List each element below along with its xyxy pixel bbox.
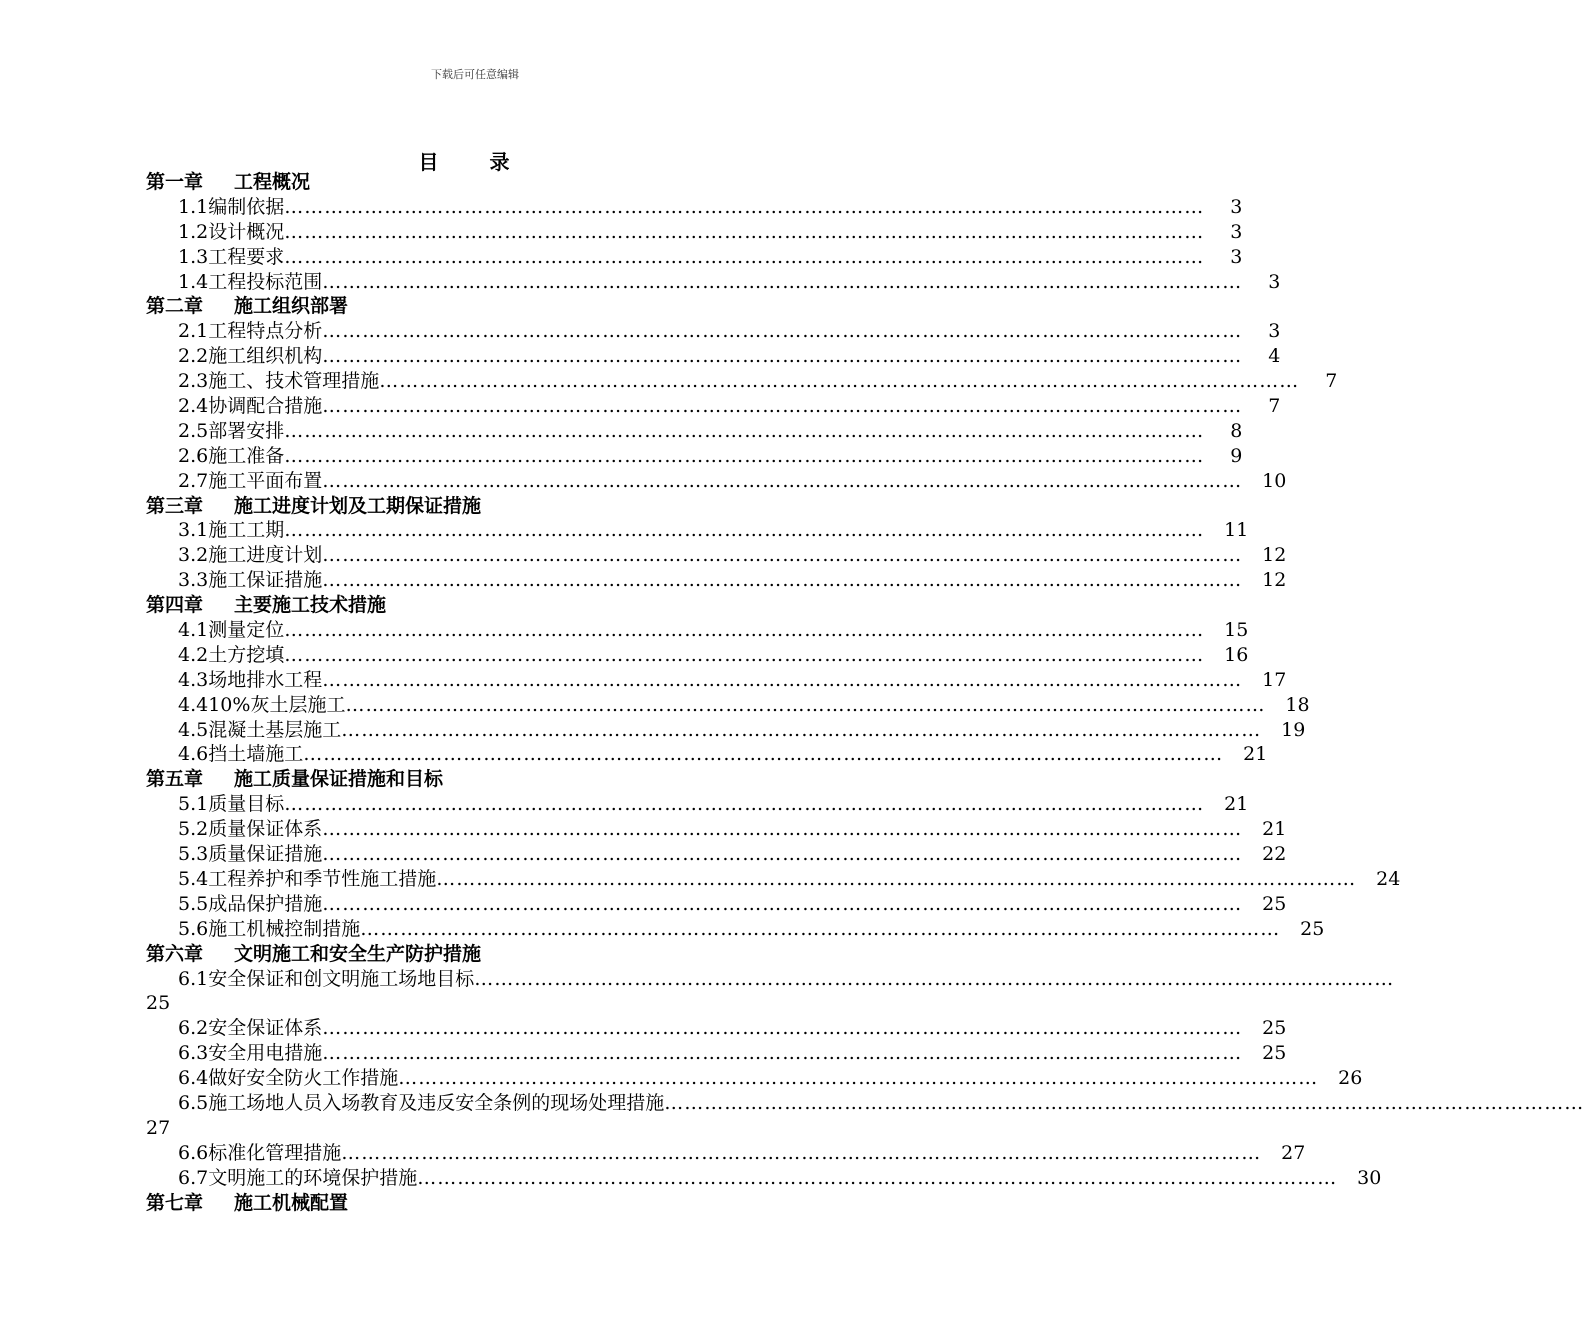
section-title: 10%灰土层施工 (208, 693, 346, 716)
toc-section[interactable] (146, 742, 1268, 767)
section-title: 施工进度计划 (208, 544, 323, 567)
section-title: 编制依据 (208, 195, 285, 218)
section-number: 5.2 (178, 818, 209, 841)
dot-leader: ………………………………………………………………………………………………………………………… (322, 668, 1243, 691)
page-header: 下载后可任意编辑 (431, 68, 519, 81)
toc-section[interactable] (146, 220, 1243, 245)
section-title: 安全保证体系 (208, 1017, 323, 1040)
dot-leader: ………………………………………………………………………………………………………………………… (322, 469, 1243, 492)
dot-leader: ………………………………………………………………………………………………………………………… (322, 1017, 1243, 1040)
dot-leader: ………………………………………………………………………………………………………………………… (322, 818, 1243, 841)
section-number: 2.4 (178, 395, 209, 418)
section-title: 设计概况 (208, 220, 285, 243)
dot-leader: ………………………………………………………………………………………………………………………… (345, 693, 1266, 716)
section-number: 3.2 (178, 544, 209, 567)
section-title: 施工场地人员入场教育及违反安全条例的现场处理措施 (208, 1091, 665, 1114)
section-title: 质量目标 (208, 793, 285, 816)
dot-leader: ………………………………………………………………………………………………………………………… (341, 1141, 1262, 1164)
toc-section[interactable] (146, 718, 1306, 743)
section-number: 1.1 (178, 195, 209, 218)
page-number: 10 (1262, 469, 1287, 492)
dot-leader: ………………………………………………………………………………………………………………………… (322, 892, 1243, 915)
dot-leader: ………………………………………………………………………………………………………………………… (322, 569, 1243, 592)
chapter-title: 工程概况 (234, 171, 311, 193)
section-title: 施工工期 (208, 519, 285, 542)
toc-section[interactable] (146, 369, 1338, 394)
dot-leader: ………………………………………………………………………………………………………………………… (379, 370, 1300, 393)
dot-leader: ………………………………………………………………………………………………………………………… (284, 793, 1205, 816)
dot-leader: ………………………………………………………………………………………………………………………… (303, 743, 1224, 766)
section-number: 4.5 (178, 718, 209, 741)
toc-section[interactable] (146, 245, 1243, 270)
section-number: 6.1 (178, 967, 209, 990)
section-number: 5.3 (178, 843, 209, 866)
section-title: 质量保证措施 (208, 843, 323, 866)
toc-section[interactable] (146, 917, 1325, 942)
toc-title: 目 录 (418, 150, 532, 174)
section-title: 施工准备 (208, 444, 285, 467)
section-title: 协调配合措施 (208, 395, 323, 418)
page-number: 3 (1230, 245, 1243, 268)
page-number: 21 (1224, 793, 1249, 816)
dot-leader: ………………………………………………………………………………………………………………………… (664, 1091, 1584, 1114)
section-number: 1.2 (178, 220, 209, 243)
page-number: 18 (1285, 693, 1310, 716)
toc-section-continuation (146, 991, 826, 1016)
section-number: 1.3 (178, 245, 209, 268)
page-number: 25 (1262, 1017, 1287, 1040)
page-number: 17 (1262, 668, 1287, 691)
chapter-number: 第三章 (146, 494, 204, 517)
toc-section[interactable] (146, 792, 1249, 817)
dot-leader: ………………………………………………………………………………………………………………………… (417, 1166, 1338, 1189)
toc-chapter[interactable] (146, 593, 826, 618)
section-title: 安全保证和创文明施工场地目标 (208, 967, 475, 990)
dot-leader: ………………………………………………………………………………………………………………………… (322, 345, 1243, 368)
page-number: 8 (1230, 419, 1243, 442)
toc-section[interactable] (146, 419, 1243, 444)
dot-leader: ………………………………………………………………………………………………………………………… (360, 917, 1281, 940)
section-number: 2.7 (178, 469, 209, 492)
toc-section[interactable] (146, 643, 1249, 668)
section-title: 安全用电措施 (208, 1042, 323, 1065)
toc-section[interactable] (146, 618, 1249, 643)
section-title: 成品保护措施 (208, 892, 323, 915)
section-number: 2.6 (178, 444, 209, 467)
toc-section[interactable] (146, 1166, 1382, 1191)
toc-section[interactable] (146, 867, 1401, 892)
section-number: 4.3 (178, 668, 209, 691)
section-number: 4.2 (178, 643, 209, 666)
chapter-number: 第一章 (146, 171, 204, 193)
page-number: 9 (1230, 444, 1243, 467)
dot-leader: ………………………………………………………………………………………………………………………… (322, 544, 1243, 567)
section-number: 2.2 (178, 345, 209, 368)
section-title: 工程特点分析 (208, 320, 323, 343)
dot-leader: ………………………………………………………………………………………………………………………… (341, 718, 1262, 741)
toc-chapter[interactable] (146, 170, 826, 195)
toc-section[interactable] (146, 693, 1310, 718)
page-number: 21 (1243, 743, 1268, 766)
chapter-title: 主要施工技术措施 (234, 594, 387, 617)
page-number: 3 (1230, 220, 1243, 243)
dot-leader: ………………………………………………………………………………………………………………………… (284, 444, 1205, 467)
page-number: 25 (1262, 892, 1287, 915)
section-number: 5.4 (178, 867, 209, 890)
section-number: 6.3 (178, 1042, 209, 1065)
chapter-title: 施工质量保证措施和目标 (234, 768, 444, 791)
chapter-number: 第二章 (146, 295, 204, 318)
toc-section[interactable] (146, 518, 1249, 543)
toc-section-continuation (146, 1116, 826, 1141)
dot-leader: ………………………………………………………………………………………………………………………… (284, 220, 1205, 243)
dot-leader: ………………………………………………………………………………………………………………………… (284, 643, 1205, 666)
chapter-number: 第六章 (146, 942, 204, 965)
section-title: 土方挖填 (208, 643, 285, 666)
section-number: 6.6 (178, 1141, 209, 1164)
toc-section[interactable] (146, 668, 1287, 693)
page-number: 15 (1224, 619, 1249, 642)
section-title: 施工、技术管理措施 (208, 370, 380, 393)
toc-section[interactable] (146, 344, 1281, 369)
section-number: 3.1 (178, 519, 209, 542)
chapter-title: 文明施工和安全生产防护措施 (234, 942, 482, 965)
toc-section[interactable] (146, 444, 1243, 469)
section-title: 工程养护和季节性施工措施 (208, 867, 437, 890)
section-title: 混凝土基层施工 (208, 718, 342, 741)
page-number: 7 (1325, 370, 1338, 393)
toc-section[interactable] (146, 842, 1287, 867)
section-title: 挡土墙施工 (208, 743, 304, 766)
dot-leader: ………………………………………………………………………………………………………………………… (398, 1067, 1319, 1090)
toc-chapter[interactable] (146, 294, 826, 319)
section-number: 1.4 (178, 270, 209, 293)
page-number: 12 (1262, 544, 1287, 567)
page-number: 26 (1338, 1067, 1363, 1090)
toc-section[interactable] (146, 394, 1281, 419)
toc-section[interactable] (146, 1141, 1306, 1166)
dot-leader: ………………………………………………………………………………………………………………………… (284, 419, 1205, 442)
toc-section[interactable] (146, 270, 1281, 295)
section-number: 2.1 (178, 320, 209, 343)
chapter-number: 第五章 (146, 768, 204, 791)
chapter-number: 第七章 (146, 1191, 204, 1214)
section-number: 2.5 (178, 419, 209, 442)
section-title: 标准化管理措施 (208, 1141, 342, 1164)
dot-leader: ………………………………………………………………………………………………………………………… (284, 619, 1205, 642)
toc-section[interactable] (146, 1016, 1287, 1041)
section-title: 质量保证体系 (208, 818, 323, 841)
section-number: 6.7 (178, 1166, 209, 1189)
page-number: 11 (1224, 519, 1249, 542)
section-title: 施工平面布置 (208, 469, 323, 492)
page-number: 24 (1376, 867, 1401, 890)
page-number: 7 (1268, 395, 1281, 418)
section-number: 6.4 (178, 1067, 209, 1090)
toc-chapter[interactable] (146, 942, 826, 967)
section-title: 场地排水工程 (208, 668, 323, 691)
page-number: 30 (1357, 1166, 1382, 1189)
section-title: 测量定位 (208, 619, 285, 642)
toc-section[interactable] (146, 568, 1287, 593)
chapter-title: 施工机械配置 (234, 1191, 349, 1214)
page-number: 22 (1262, 843, 1287, 866)
toc-section[interactable] (146, 1041, 1287, 1066)
toc-chapter[interactable] (146, 494, 826, 519)
section-title: 施工机械控制措施 (208, 917, 361, 940)
page-number: 4 (1268, 345, 1281, 368)
section-title: 做好安全防火工作措施 (208, 1067, 399, 1090)
page-number: 3 (1268, 320, 1281, 343)
section-number: 6.2 (178, 1017, 209, 1040)
page-number: 12 (1262, 569, 1287, 592)
dot-leader: ………………………………………………………………………………………………………………………… (322, 395, 1243, 418)
toc-section[interactable] (146, 967, 1395, 992)
section-title: 施工组织机构 (208, 345, 323, 368)
section-number: 4.4 (178, 693, 209, 716)
chapter-title: 施工进度计划及工期保证措施 (234, 494, 482, 517)
dot-leader: ………………………………………………………………………………………………………………………… (322, 320, 1243, 343)
toc-section[interactable] (146, 543, 1287, 568)
page-number: 16 (1224, 643, 1249, 666)
dot-leader: ………………………………………………………………………………………………………………………… (284, 245, 1205, 268)
toc-section[interactable] (146, 892, 1287, 917)
section-number: 2.3 (178, 370, 209, 393)
section-title: 工程投标范围 (208, 270, 323, 293)
dot-leader: ………………………………………………………………………………………………………………………… (322, 1042, 1243, 1065)
toc-section[interactable] (146, 319, 1281, 344)
toc-section[interactable] (146, 1091, 1584, 1116)
section-title: 工程要求 (208, 245, 285, 268)
toc-section[interactable] (146, 1066, 1363, 1091)
section-title: 施工保证措施 (208, 569, 323, 592)
dot-leader: ………………………………………………………………………………………………………………………… (284, 195, 1205, 218)
section-number: 6.5 (178, 1091, 209, 1114)
chapter-title: 施工组织部署 (234, 295, 349, 318)
section-number: 3.3 (178, 569, 209, 592)
page-number: 19 (1281, 718, 1306, 741)
section-number: 5.6 (178, 917, 209, 940)
chapter-number: 第四章 (146, 594, 204, 617)
page-number: 21 (1262, 818, 1287, 841)
dot-leader: ………………………………………………………………………………………………………………………… (436, 867, 1357, 890)
page-number: 27 (1281, 1141, 1306, 1164)
page-number: 25 (146, 992, 171, 1015)
toc-section[interactable] (146, 817, 1287, 842)
section-number: 4.1 (178, 619, 209, 642)
toc-chapter[interactable] (146, 1191, 826, 1216)
dot-leader: ………………………………………………………………………………………………………………………… (284, 519, 1205, 542)
page-number: 25 (1300, 917, 1325, 940)
toc-chapter[interactable] (146, 767, 826, 792)
page-number: 25 (1262, 1042, 1287, 1065)
dot-leader: ………………………………………………………………………………………………………………………… (322, 843, 1243, 866)
section-number: 4.6 (178, 743, 209, 766)
page-number: 3 (1230, 195, 1243, 218)
toc-section[interactable] (146, 195, 1243, 220)
section-title: 部署安排 (208, 419, 285, 442)
dot-leader: ………………………………………………………………………………………………………………………… (322, 270, 1243, 293)
dot-leader: ………………………………………………………………………………………………………………………… (474, 967, 1395, 990)
page-number: 3 (1268, 270, 1281, 293)
section-number: 5.5 (178, 892, 209, 915)
table-of-contents (146, 170, 1584, 1215)
page-number: 27 (146, 1116, 171, 1139)
section-number: 5.1 (178, 793, 209, 816)
toc-section[interactable] (146, 469, 1287, 494)
section-title: 文明施工的环境保护措施 (208, 1166, 418, 1189)
